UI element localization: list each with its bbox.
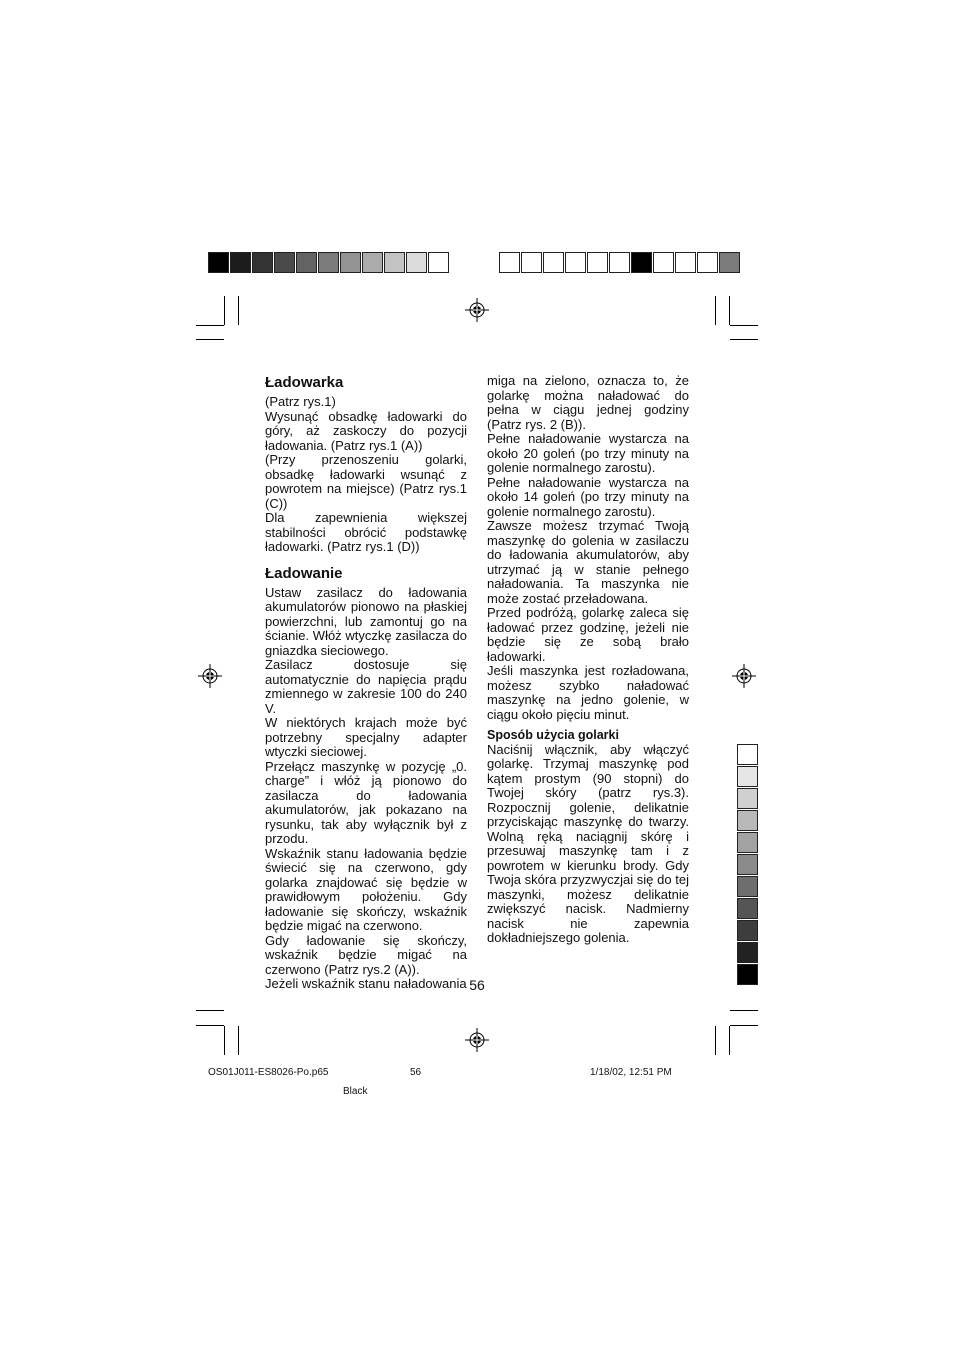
color-swatch — [737, 788, 758, 809]
color-swatch — [631, 252, 652, 273]
crop-mark — [729, 1026, 730, 1055]
paragraph: miga na zielono, oznacza to, że golarkę można naładować do pełna w ciągu jednej godziny (Patrz rys. 2 (B)). — [487, 373, 689, 432]
color-bar-side — [737, 744, 758, 986]
crop-mark — [715, 1026, 716, 1055]
color-swatch — [587, 252, 608, 273]
paragraph: Ustaw zasilacz do ładowania akumulatorów pionowo na płaskiej powierzchni, lub zamontuj go na ścianie. Włóż wtyczkę zasilacza do gniazdka sieciowego. — [265, 584, 467, 658]
color-swatch — [737, 854, 758, 875]
footer-datetime: 1/18/02, 12:51 PM — [590, 1067, 672, 1078]
color-swatch — [719, 252, 740, 273]
color-swatch — [609, 252, 630, 273]
right-column — [487, 374, 689, 946]
color-swatch — [737, 832, 758, 853]
footer-color-label: Black — [343, 1086, 368, 1097]
color-swatch — [737, 942, 758, 963]
registration-mark-icon — [465, 1028, 489, 1052]
paragraph: Pełne naładowanie wystarcza na około 14 goleń (po trzy minuty na golenie normalnego zarostu). — [487, 474, 689, 519]
color-swatch — [406, 252, 427, 273]
color-swatch — [521, 252, 542, 273]
section-title-charger: Ładowarka — [265, 374, 344, 391]
color-swatch — [230, 252, 251, 273]
color-swatch — [274, 252, 295, 273]
color-swatch — [737, 810, 758, 831]
paragraph: Przełącz maszynkę w pozycję „0. charge” i włóż ją pionowo do zasilacza do ładowania akumulatorów, jak pokazano na rysunku, tak aby wyłącznik był z przodu. — [265, 758, 467, 846]
crop-mark — [196, 1010, 224, 1011]
paragraph: W niektórych krajach może być potrzebny specjalny adapter wtyczki sieciowej. — [265, 715, 467, 759]
footer-filename: OS01J011-ES8026-Po.p65 — [208, 1067, 329, 1078]
color-swatch — [737, 766, 758, 787]
subsection-title-usage: Sposób użycia golarki — [487, 728, 619, 742]
paragraph: Dla zapewnienia większej stabilności obrócić podstawkę ładowarki. (Patrz rys.1 (D)) — [265, 510, 467, 554]
color-swatch — [296, 252, 317, 273]
paragraph: Gdy ładowanie się skończy, wskaźnik będzie migać na czerwono (Patrz rys.2 (A)). — [265, 932, 467, 977]
paragraph: Wskaźnik stanu ładowania będzie świecić się na czerwono, gdy golarka znajdować się będzie w prawidłowym położeniu. Gdy ładowanie się skończy, wskaźnik będzie migać na czerwono. — [265, 845, 467, 933]
color-swatch — [208, 252, 229, 273]
color-swatch — [362, 252, 383, 273]
color-swatch — [737, 898, 758, 919]
paragraph: Wysunąć obsadkę ładowarki do góry, aż zaskoczy do pozycji ładowania. (Patrz rys.1 (A)) — [265, 408, 467, 453]
registration-mark-icon — [732, 664, 756, 688]
color-swatch — [653, 252, 674, 273]
crop-mark — [224, 296, 225, 325]
crop-mark — [224, 1026, 225, 1055]
crop-mark — [730, 1010, 758, 1011]
color-bar-right — [499, 252, 741, 273]
color-swatch — [428, 252, 449, 273]
footer-page: 56 — [410, 1067, 422, 1078]
left-column — [265, 374, 467, 992]
color-swatch — [675, 252, 696, 273]
paragraph: (Przy przenoszeniu golarki, obsadkę ładowarki wsunąć z powrotem na miejsce) (Patrz rys.1 (C)) — [265, 452, 467, 511]
section-title-charging: Ładowanie — [265, 564, 343, 582]
color-swatch — [318, 252, 339, 273]
paragraph: Pełne naładowanie wystarcza na około 20 goleń (po trzy minuty na golenie normalnego zarostu). — [487, 431, 689, 475]
color-swatch — [737, 920, 758, 941]
color-swatch — [565, 252, 586, 273]
crop-mark — [730, 339, 758, 340]
crop-mark — [730, 1025, 758, 1026]
crop-mark — [730, 325, 758, 326]
page-number: 56 — [469, 977, 485, 993]
registration-mark-icon — [465, 298, 489, 322]
crop-mark — [196, 339, 224, 340]
crop-mark — [238, 1026, 239, 1055]
color-swatch — [499, 252, 520, 273]
paragraph: Jeśli maszynka jest rozładowana, możesz szybko naładować maszynkę na jedno golenie, w ciągu około pięciu minut. — [487, 663, 689, 722]
color-swatch — [543, 252, 564, 273]
crop-mark — [729, 296, 730, 325]
color-bar-left — [208, 252, 450, 273]
color-swatch — [252, 252, 273, 273]
paragraph: (Patrz rys.1) — [265, 394, 336, 409]
crop-mark — [196, 325, 224, 326]
paragraph: Jeżeli wskaźnik stanu naładowania — [265, 976, 467, 991]
color-swatch — [737, 744, 758, 765]
registration-mark-icon — [198, 664, 222, 688]
color-swatch — [697, 252, 718, 273]
paragraph: Zasilacz dostosuje się automatycznie do napięcia prądu zmiennego w zakresie 100 do 240 V. — [265, 657, 467, 716]
color-swatch — [384, 252, 405, 273]
color-swatch — [737, 876, 758, 897]
paragraph: Naciśnij włącznik, aby włączyć golarkę. Trzymaj maszynkę pod kątem prostym (90 stopni) do Twojej skóry (patrz rys.3). Rozpocznij golenie, delikatnie przyciskając maszynkę do twarzy. Wolną ręką naciągnij skórę i przesuwaj maszynkę tam i z powrotem w kierunku brody. Gdy Twoja skóra przyzwyczjai się do tej maszynki, możesz delikatnie zwiększyć nacisk. Nadmierny nacisk nie zapewnia dokładniejszego golenia. — [487, 741, 689, 945]
crop-mark — [715, 296, 716, 325]
crop-mark — [238, 296, 239, 325]
paragraph: Zawsze możesz trzymać Twoją maszynkę do golenia w zasilaczu do ładowania akumulatorów, aby utrzymać ją w stanie pełnego naładowania. Ta maszynka nie może zostać przeładowana. — [487, 518, 689, 606]
crop-mark — [196, 1025, 224, 1026]
paragraph: Przed podróżą, golarkę zaleca się ładować przez godzinę, jeżeli nie będzie się ze sobą brało ładowarki. — [487, 605, 689, 664]
color-swatch — [737, 964, 758, 985]
color-swatch — [340, 252, 361, 273]
